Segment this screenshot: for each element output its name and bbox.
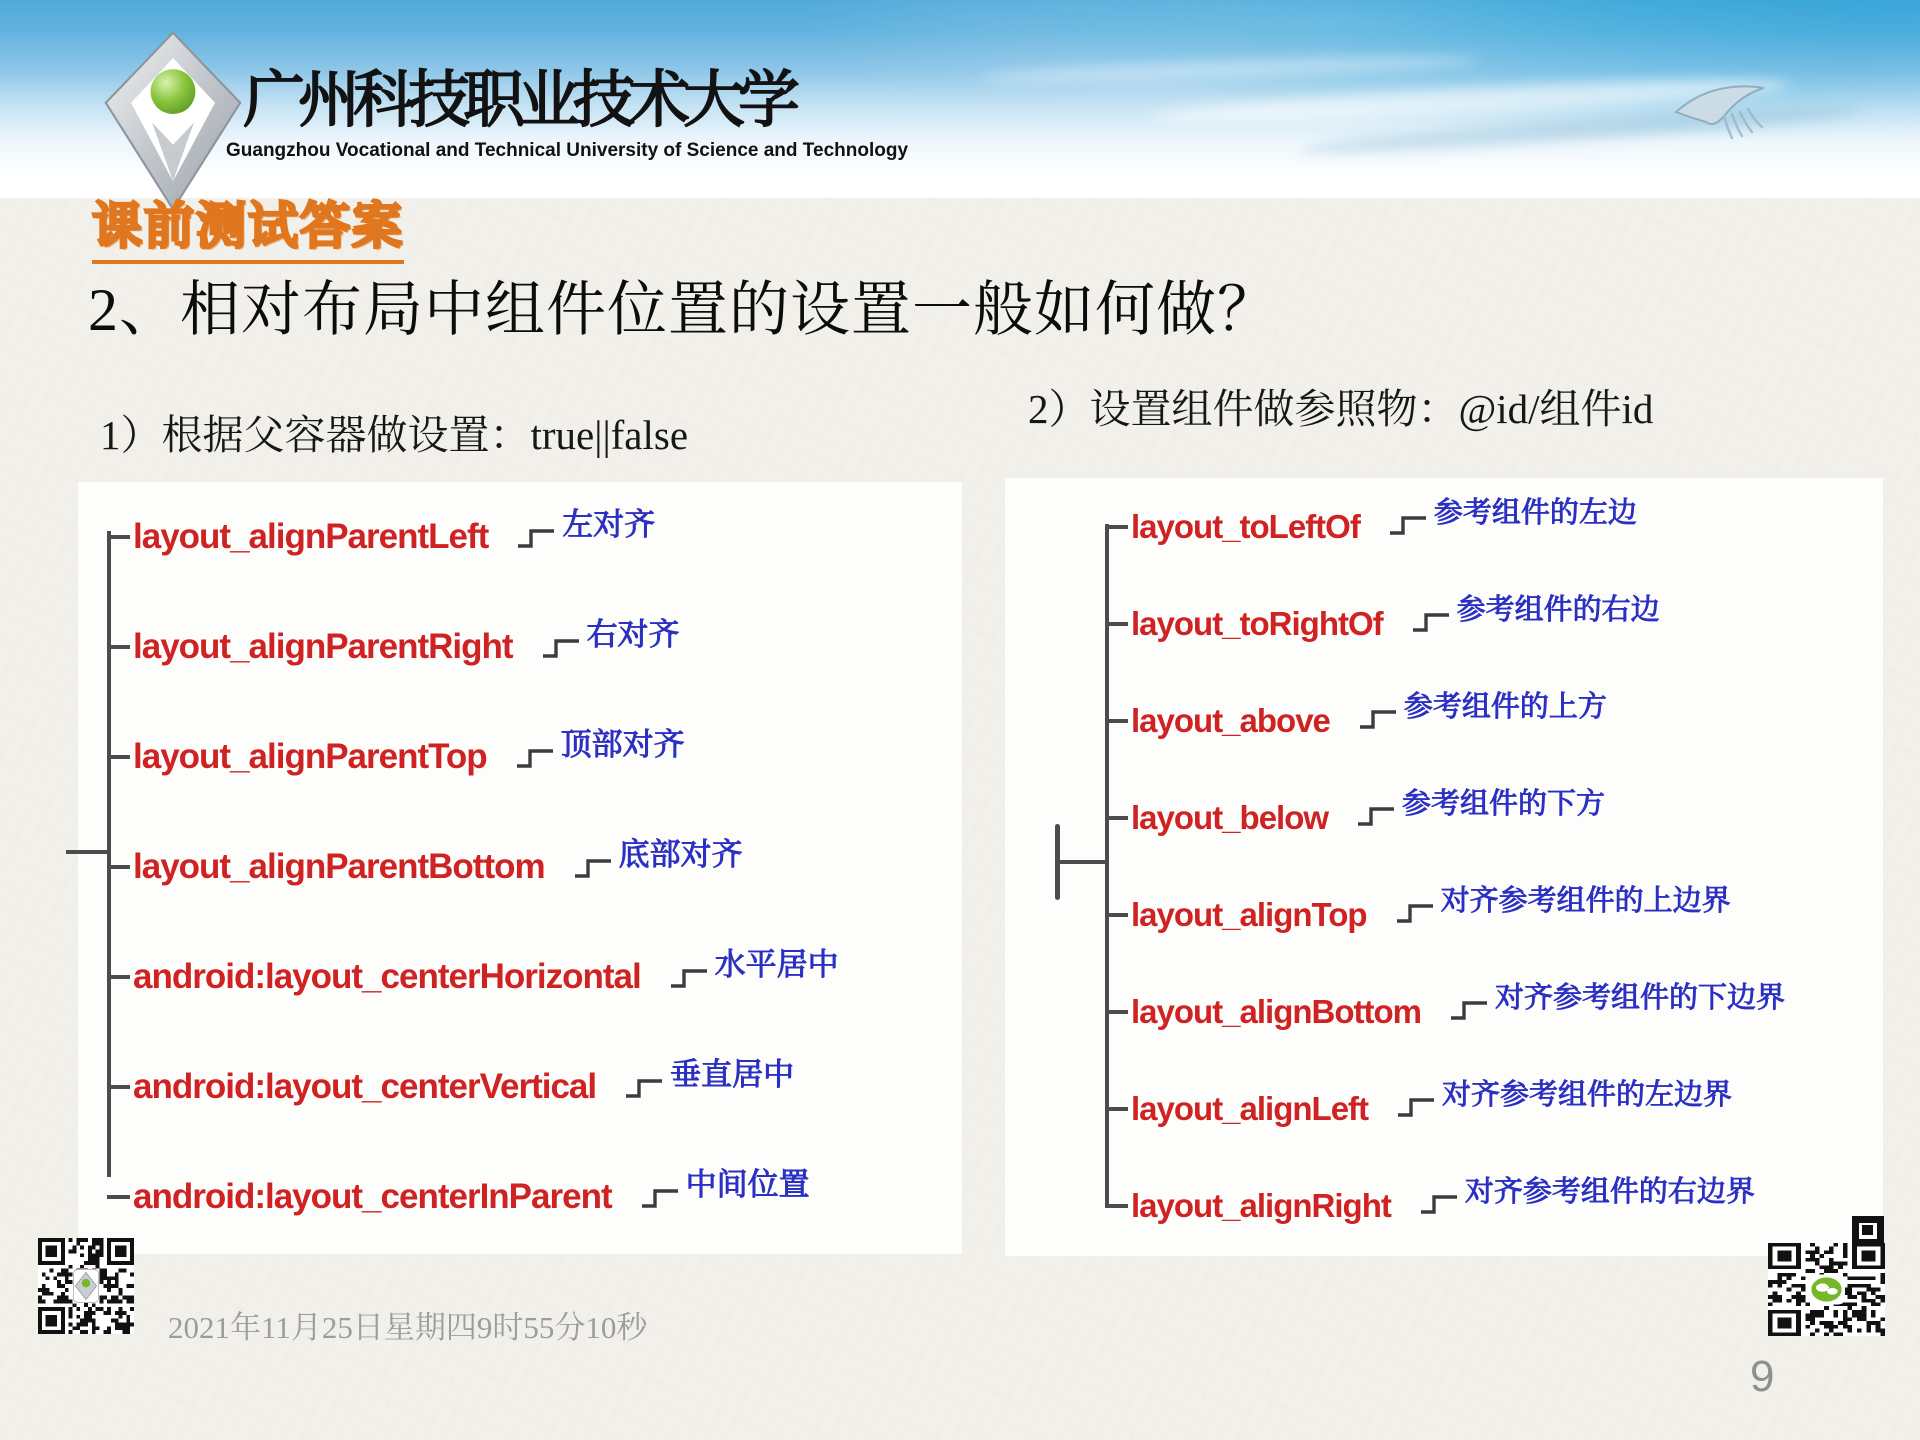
tree-branch [1105,816,1128,820]
attribute-description: 左对齐 [562,506,656,542]
tree-branch [1105,1107,1128,1111]
attribute-name: layout_alignRight [1131,1186,1391,1224]
tree-branch [1105,719,1128,723]
subtitle-reference-component: 2）设置组件做参照物：@id/组件id [1028,386,1654,432]
tree-branch [107,535,130,539]
page-number: 9 [1750,1352,1775,1401]
step-connector-icon [1449,997,1489,1024]
tree-branch [1105,1204,1128,1208]
qr-code-fragment [1852,1216,1884,1246]
tree-branch [1105,913,1128,917]
step-connector-icon [1356,803,1396,830]
bird-icon [1672,72,1822,158]
diagram-panel-parent-attrs [78,482,962,1254]
tree-row [1005,963,1883,1060]
university-name-en: Guangzhou Vocational and Technical University of Science and Technology [226,140,909,161]
attribute-name: layout_alignParentTop [133,737,487,776]
tree-row [78,1032,962,1142]
attribute-description: 对齐参考组件的上边界 [1440,885,1731,917]
tree-row [1005,866,1883,963]
attribute-name: layout_alignParentRight [133,627,513,666]
cloud-streak [980,51,1480,86]
tree-branch [107,1085,130,1089]
attribute-name: layout_alignLeft [1131,1089,1369,1127]
attribute-name: layout_toRightOf [1131,604,1383,642]
tree-branch [1105,525,1128,529]
tree-row [1005,478,1883,575]
diagram-panel-reference-attrs [1005,478,1883,1256]
qr-code-right [1768,1243,1885,1336]
tree-branch [107,865,130,869]
attribute-description: 参考组件的上方 [1403,691,1607,723]
step-connector-icon [515,745,555,772]
section-heading: 课前测试答案 [92,186,404,264]
header-banner [0,0,1920,198]
step-connector-icon [669,965,709,992]
attribute-description: 垂直居中 [670,1056,795,1092]
tree-row [78,922,962,1032]
attribute-description: 右对齐 [586,616,680,652]
tree-row [78,482,962,592]
step-connector-icon [1388,512,1428,539]
step-connector-icon [1419,1191,1459,1218]
tree-row [1005,1060,1883,1157]
tree-branch [107,975,130,979]
tree-row [1005,1157,1883,1254]
attribute-description: 参考组件的右边 [1456,594,1660,626]
tree-row [1005,672,1883,769]
attribute-name: layout_toLeftOf [1131,507,1360,545]
step-connector-icon [573,855,613,882]
attribute-description: 中间位置 [685,1166,810,1202]
subtitle-parent-container: 1）根据父容器做设置：true||false [100,412,689,458]
attribute-name: layout_above [1131,701,1330,739]
attribute-name: android:layout_centerHorizontal [133,957,641,996]
tree-row [1005,769,1883,866]
attribute-name: android:layout_centerVertical [133,1067,597,1106]
attribute-name: layout_alignParentBottom [133,847,545,886]
step-connector-icon [1358,706,1398,733]
page-title: 2、相对布局中组件位置的设置一般如何做？ [88,277,1278,343]
tree-branch [107,1195,130,1199]
step-connector-icon [1395,900,1435,927]
step-connector-icon [640,1185,680,1212]
attribute-description: 参考组件的下方 [1402,788,1606,820]
step-connector-icon [624,1075,664,1102]
tree-branch [1105,622,1128,626]
attribute-name: layout_alignParentLeft [133,517,489,556]
step-connector-icon [1396,1094,1436,1121]
step-connector-icon [541,635,581,662]
tree-row [78,1142,962,1252]
step-connector-icon [516,525,556,552]
tree-branch [107,645,130,649]
tree-row [1005,575,1883,672]
attribute-description: 参考组件的左边 [1433,497,1637,529]
tree-row [78,592,962,702]
attribute-name: layout_alignTop [1131,895,1367,933]
attribute-name: layout_alignBottom [1131,992,1422,1030]
attribute-name: android:layout_centerInParent [133,1177,612,1216]
step-connector-icon [1411,609,1451,636]
tree-branch [107,755,130,759]
slide-date: 2021年11月25日星期四9时55分10秒 [168,1310,648,1345]
qr-code-left [38,1238,134,1334]
tree-branch [1105,1010,1128,1014]
university-name-zh: 广州科技职业技术大学 [243,66,794,135]
attribute-description: 对齐参考组件的下边界 [1495,982,1786,1014]
tree-row [78,812,962,922]
attribute-name: layout_below [1131,798,1329,836]
attribute-description: 底部对齐 [618,836,743,872]
attribute-description: 对齐参考组件的左边界 [1442,1079,1733,1111]
university-logo-icon [103,30,243,212]
tree-row [78,702,962,812]
attribute-description: 顶部对齐 [560,726,685,762]
attribute-description: 水平居中 [714,946,839,982]
attribute-description: 对齐参考组件的右边界 [1464,1176,1755,1208]
